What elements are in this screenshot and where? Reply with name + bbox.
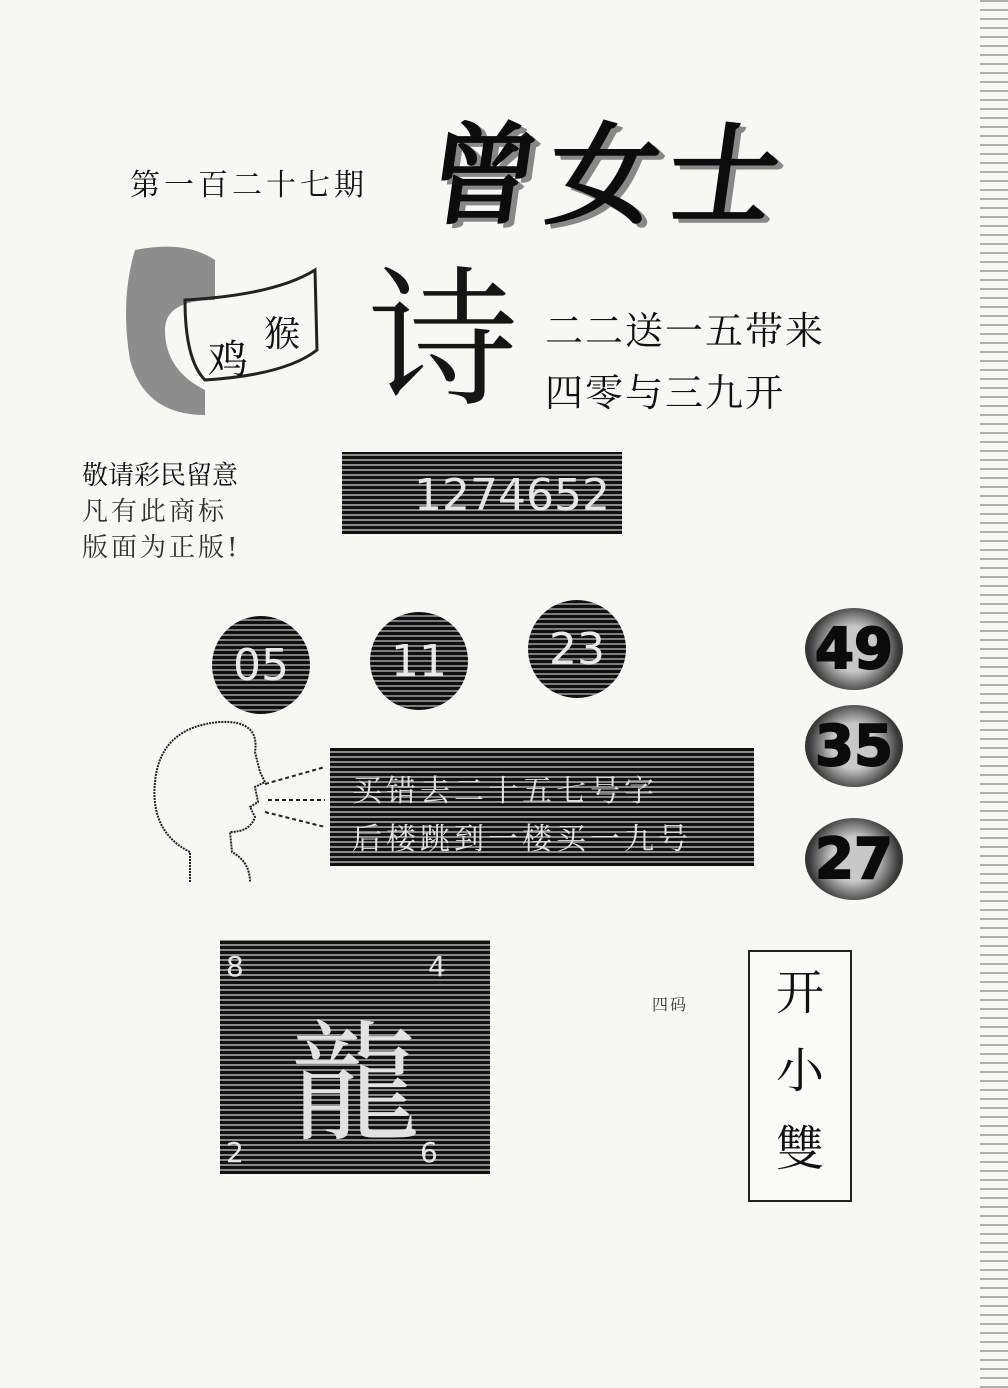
number-ball: 11 [370,612,468,710]
big-number: 49 [805,608,903,690]
notice-line-3: 版面为正版! [82,533,241,563]
big-number: 27 [805,818,903,900]
notice-line-1: 敬请彩民留意 [82,461,239,491]
zodiac-pair [204,300,314,383]
issue-number: 第一百二十七期 [130,168,368,203]
corner-number: 2 [226,1136,244,1169]
speech-line-2: 后楼跳到一楼买一九号 [352,822,692,857]
number-ball: 05 [212,616,310,714]
zodiac-right: 猴 [264,314,301,355]
corner-number: 6 [420,1136,438,1169]
poem-line-1: 二二送一五带来 [545,309,826,353]
corner-number: 4 [428,950,446,983]
phone-number: 1274652 [414,470,610,521]
speech-bar [330,748,754,866]
small-mark: 四码 [652,995,689,1014]
phone-number-bar [342,452,622,534]
vertical-char: 雙 [775,1121,824,1177]
vertical-text-box [748,950,852,1202]
speaking-head-icon [140,712,340,892]
big-number: 35 [805,705,903,787]
poem-line-2: 四零与三九开 [545,371,786,415]
zodiac-left: 鸡 [208,337,248,383]
corner-number: 8 [226,950,244,983]
dragon-box [220,940,490,1174]
brand-title: 曾女士 [419,111,798,240]
number-ball: 23 [528,600,626,698]
poem-title: 诗 [368,254,519,428]
dragon-character: 龍 [290,1008,421,1160]
vertical-char: 开 [775,965,824,1021]
speech-line-1: 买错去二十五七号字 [352,774,658,809]
notice-line-2: 凡有此商标 [82,497,228,527]
vertical-char: 小 [775,1043,824,1099]
notice-block [82,458,332,566]
scan-edge-noise [980,0,1008,1388]
